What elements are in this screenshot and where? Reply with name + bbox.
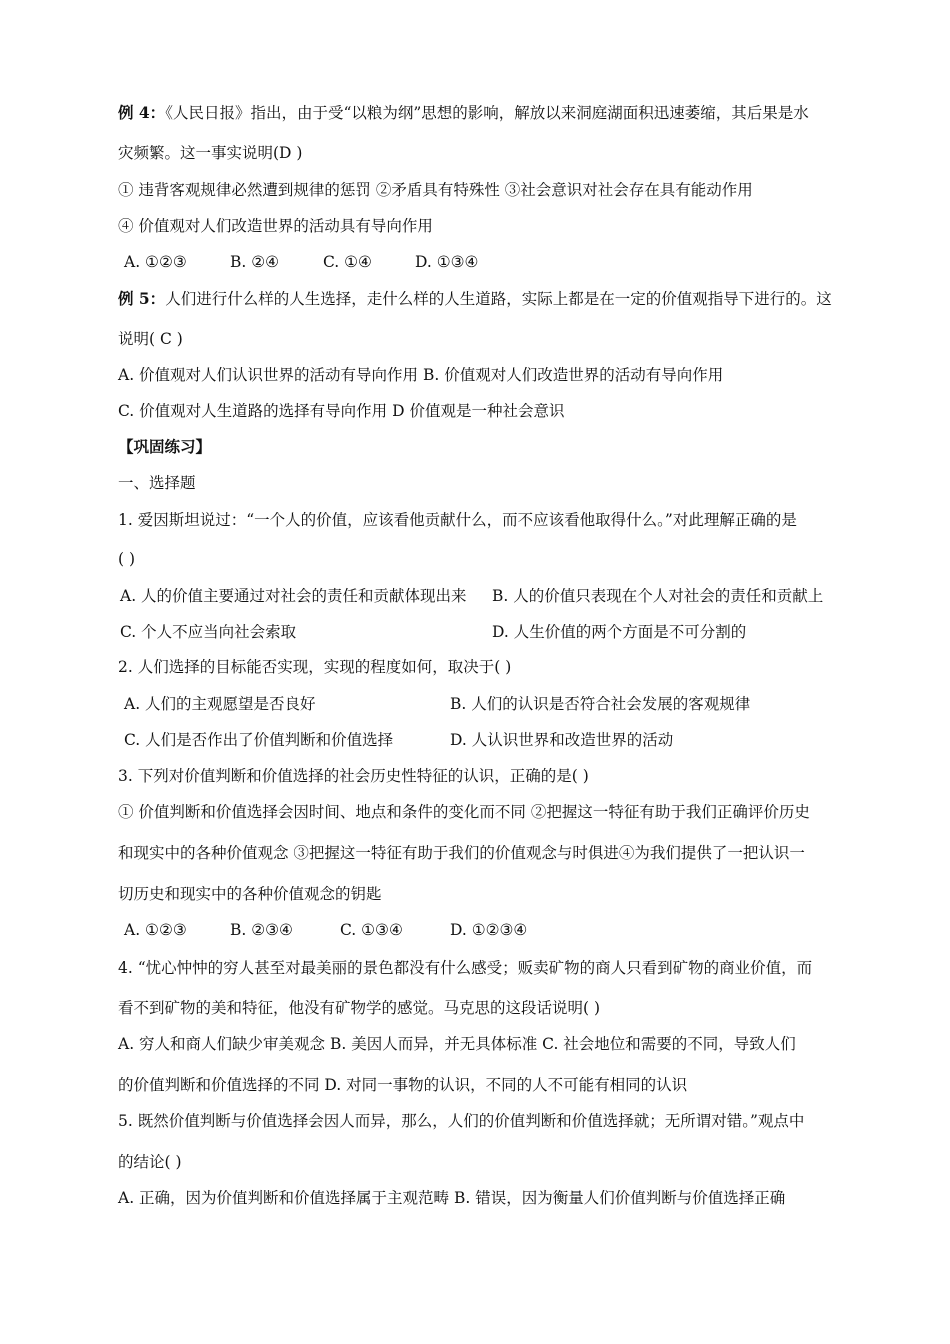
- q5-stem-line2: 的结论( ): [118, 1153, 182, 1171]
- q3-stem: 3. 下列对价值判断和价值选择的社会历史性特征的认识，正确的是( ): [118, 767, 589, 785]
- q1-option-d: D. 人生价值的两个方面是不可分割的: [492, 623, 747, 641]
- section-title: 【巩固练习】: [118, 437, 212, 456]
- q2-option-a: A. 人们的主观愿望是否良好: [124, 695, 316, 713]
- q1-option-a: A. 人的价值主要通过对社会的责任和贡献体现出来: [120, 587, 467, 605]
- q1-option-b: B. 人的价值只表现在个人对社会的责任和贡献上: [492, 587, 824, 605]
- q2-option-c: C. 人们是否作出了价值判断和价值选择: [124, 731, 394, 749]
- example4-option-d: D. ①③④: [415, 253, 479, 271]
- q3-option-a: A. ①②③: [124, 921, 187, 939]
- q3-statement-line1: ① 价值判断和价值选择会因时间、地点和条件的变化而不同 ②把握这一特征有助于我们正确评价历史: [118, 803, 810, 821]
- q4-stem-line1: 4. “忧心忡忡的穷人甚至对最美丽的景色都没有什么感受；贩卖矿物的商人只看到矿物的商业价值，而: [118, 959, 813, 977]
- subsection-title: 一、选择题: [118, 474, 196, 492]
- q3-option-d: D. ①②③④: [450, 921, 528, 939]
- example4-line2: 灾频繁。这一事实说明(D ): [118, 144, 303, 162]
- example5-line2: 说明( C ): [118, 330, 183, 348]
- q1-option-c: C. 个人不应当向社会索取: [120, 623, 297, 641]
- q3-statement-line3: 切历史和现实中的各种价值观念的钥匙: [118, 885, 382, 903]
- q1-stem-line1: 1. 爱因斯坦说过：“一个人的价值，应该看他贡献什么，而不应该看他取得什么。”对此理解正确的是: [118, 511, 797, 529]
- q4-stem-line2: 看不到矿物的美和特征，他没有矿物学的感觉。马克思的这段话说明( ): [118, 999, 601, 1017]
- example4-option-b: B. ②④: [230, 253, 280, 271]
- q2-option-d: D. 人认识世界和改造世界的活动: [450, 731, 674, 749]
- example5-label: 例 5：: [118, 289, 166, 308]
- q1-stem-line2: ( ): [118, 550, 136, 568]
- q3-option-b: B. ②③④: [230, 921, 293, 939]
- example4-statements: ① 违背客观规律必然遭到规律的惩罚 ②矛盾具有特殊性 ③社会意识对社会存在具有能动作用: [118, 181, 753, 199]
- q2-option-b: B. 人们的认识是否符合社会发展的客观规律: [450, 695, 751, 713]
- example5-line1: [118, 289, 832, 309]
- q3-option-c: C. ①③④: [340, 921, 403, 939]
- example4-option-c: C. ①④: [323, 253, 372, 271]
- example5-options-cd: C. 价值观对人生道路的选择有导向作用 D 价值观是一种社会意识: [118, 402, 565, 420]
- example4-option-a: A. ①②③: [124, 253, 187, 271]
- example4-line1: [118, 103, 809, 123]
- q5-options-line1: A. 正确，因为价值判断和价值选择属于主观范畴 B. 错误，因为衡量人们价值判断与价值选择正确: [118, 1189, 786, 1207]
- q2-stem: 2. 人们选择的目标能否实现，实现的程度如何，取决于( ): [118, 658, 512, 676]
- example4-statement4: ④ 价值观对人们改造世界的活动具有导向作用: [118, 217, 433, 235]
- example5-text1: 人们进行什么样的人生选择，走什么样的人生道路，实际上都是在一定的价值观指导下进行的。这: [165, 290, 832, 308]
- q3-statement-line2: 和现实中的各种价值观念 ③把握这一特征有助于我们的价值观念与时俱进④为我们提供了一把认识一: [118, 844, 805, 862]
- example4-text1: 《人民日报》指出，由于受“以粮为纲”思想的影响，解放以来洞庭湖面积迅速萎缩，其后果是水: [165, 104, 809, 122]
- q4-options-line1: A. 穷人和商人们缺少审美观念 B. 美因人而异，并无具体标准 C. 社会地位和需要的不同，导致人们: [118, 1035, 796, 1053]
- q4-options-line2: 的价值判断和价值选择的不同 D. 对同一事物的认识，不同的人不可能有相同的认识: [118, 1076, 688, 1094]
- example4-label: 例 4：: [118, 103, 166, 122]
- q5-stem-line1: 5. 既然价值判断与价值选择会因人而异，那么，人们的价值判断和价值选择就；无所谓对错。”观点中: [118, 1112, 805, 1130]
- example5-options-ab: A. 价值观对人们认识世界的活动有导向作用 B. 价值观对人们改造世界的活动有导向作用: [118, 366, 724, 384]
